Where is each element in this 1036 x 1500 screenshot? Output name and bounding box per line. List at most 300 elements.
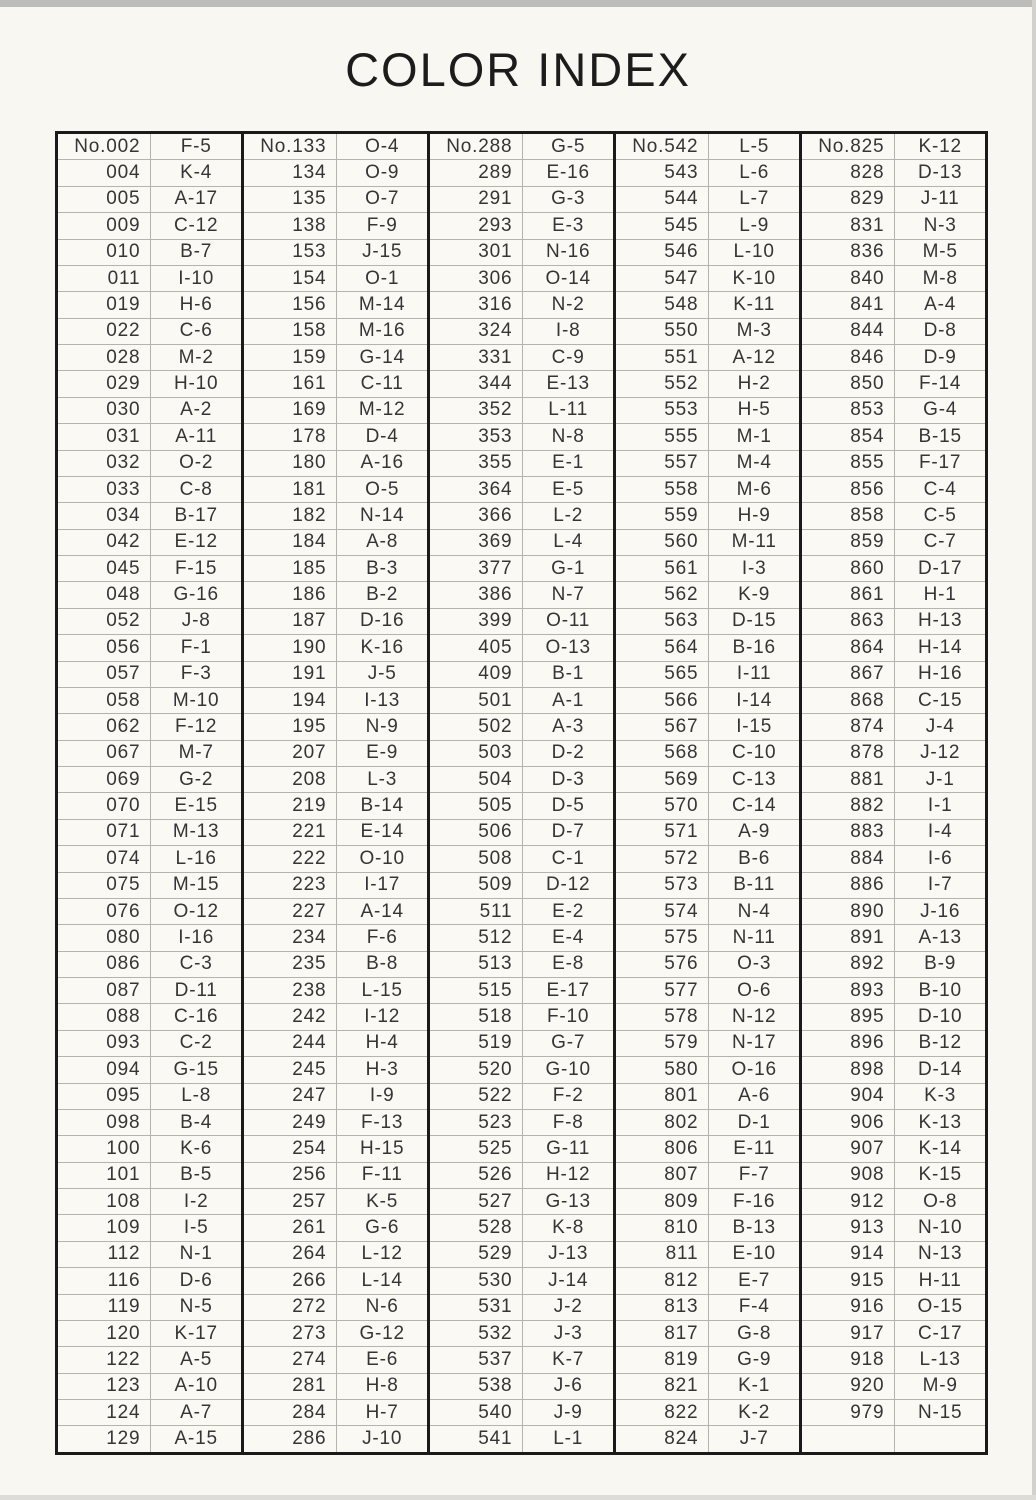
color-code-cell: B-15: [918, 425, 962, 447]
table-row: [802, 1373, 985, 1399]
color-number-cell: 067: [58, 741, 151, 766]
table-row: [58, 291, 241, 317]
color-code-cell: K-11: [733, 293, 776, 315]
table-row: [802, 555, 985, 581]
color-number-cell: 532: [430, 1321, 523, 1346]
color-code-cell: M-7: [178, 742, 214, 764]
table-row: [616, 1241, 799, 1267]
color-code-cell: L-7: [739, 188, 770, 210]
table-row: [430, 476, 613, 502]
color-number-cell: 273: [244, 1321, 337, 1346]
color-number-cell: 257: [244, 1189, 337, 1214]
color-code-cell: O-9: [365, 162, 400, 184]
color-number-cell: 052: [58, 609, 151, 634]
table-row: [616, 634, 799, 660]
table-row: [802, 529, 985, 555]
color-code-cell: O-3: [737, 953, 772, 975]
color-code-cell: B-13: [732, 1217, 776, 1239]
color-code-cell: L-12: [361, 1243, 403, 1265]
color-code-cell: K-14: [918, 1137, 962, 1159]
table-row: [802, 634, 985, 660]
table-row: [802, 713, 985, 739]
color-code-cell: G-1: [551, 557, 586, 579]
table-column-group: [241, 134, 427, 1452]
color-number-cell: 010: [58, 240, 151, 265]
table-row: [58, 1030, 241, 1056]
table-row: [616, 1346, 799, 1372]
color-code-cell: K-9: [738, 584, 771, 606]
color-code-cell: M-2: [178, 346, 214, 368]
color-code-cell: I-17: [364, 874, 401, 896]
color-number-cell: No.542: [616, 134, 709, 159]
color-code-cell: H-7: [365, 1401, 399, 1423]
color-code-cell: C-9: [551, 346, 585, 368]
color-number-cell: 045: [58, 556, 151, 581]
table-row: [430, 977, 613, 1003]
color-number-cell: 528: [430, 1215, 523, 1240]
color-number-cell: 538: [430, 1374, 523, 1399]
table-row: [244, 134, 427, 159]
table-row: [430, 555, 613, 581]
table-row: [244, 766, 427, 792]
color-code-cell: C-4: [923, 478, 957, 500]
table-row: [802, 1425, 985, 1451]
color-code-cell: H-9: [737, 504, 771, 526]
color-number-cell: 119: [58, 1295, 151, 1320]
table-row: [244, 872, 427, 898]
color-number-cell: 821: [616, 1374, 709, 1399]
color-code-cell: D-12: [545, 874, 591, 896]
color-code-cell: H-12: [545, 1164, 591, 1186]
table-row: [616, 766, 799, 792]
color-number-cell: 884: [802, 846, 895, 871]
table-row: [244, 1188, 427, 1214]
color-number-cell: 512: [430, 925, 523, 950]
color-code-cell: L-9: [739, 214, 770, 236]
color-number-cell: 573: [616, 873, 709, 898]
color-number-cell: 577: [616, 978, 709, 1003]
table-row: [58, 502, 241, 528]
color-number-cell: 543: [616, 160, 709, 185]
table-row: [244, 740, 427, 766]
color-number-cell: 031: [58, 424, 151, 449]
color-number-cell: 289: [430, 160, 523, 185]
color-number-cell: 520: [430, 1057, 523, 1082]
color-code-cell: M-16: [358, 320, 406, 342]
color-code-cell: F-9: [366, 214, 398, 236]
color-code-cell: H-10: [173, 373, 219, 395]
table-row: [802, 1083, 985, 1109]
color-code-cell: J-9: [553, 1401, 583, 1423]
table-row: [58, 134, 241, 159]
color-code-cell: F-13: [361, 1111, 404, 1133]
color-number-cell: 580: [616, 1057, 709, 1082]
table-row: [616, 687, 799, 713]
color-code-cell: N-10: [917, 1217, 963, 1239]
color-code-cell: E-10: [732, 1243, 776, 1265]
color-code-cell: F-10: [547, 1006, 590, 1028]
table-row: [616, 1083, 799, 1109]
color-code-cell: K-7: [552, 1348, 585, 1370]
table-row: [430, 1399, 613, 1425]
table-row: [802, 766, 985, 792]
color-code-cell: B-3: [366, 557, 399, 579]
color-number-cell: 564: [616, 635, 709, 660]
color-code-cell: A-4: [924, 293, 957, 315]
table-row: [616, 555, 799, 581]
color-number-cell: 178: [244, 424, 337, 449]
table-row: [802, 502, 985, 528]
table-row: [58, 845, 241, 871]
table-row: [802, 265, 985, 291]
table-row: [430, 713, 613, 739]
color-code-cell: J-3: [553, 1322, 583, 1344]
color-number-cell: 904: [802, 1084, 895, 1109]
color-code-cell: E-14: [360, 821, 404, 843]
color-code-cell: E-17: [546, 979, 590, 1001]
table-row: [58, 924, 241, 950]
color-code-cell: B-11: [733, 874, 776, 896]
scan-edge-right: [1032, 0, 1036, 1500]
color-code-cell: J-16: [920, 900, 961, 922]
color-number-cell: No.825: [802, 134, 895, 159]
color-number-cell: 108: [58, 1189, 151, 1214]
color-code-cell: J-2: [553, 1296, 583, 1318]
color-code-cell: K-10: [732, 267, 776, 289]
color-number-cell: 056: [58, 635, 151, 660]
color-code-cell: I-15: [736, 715, 773, 737]
table-row: [430, 1241, 613, 1267]
color-code-cell: G-13: [545, 1190, 591, 1212]
color-code-cell: G-3: [551, 188, 586, 210]
table-row: [616, 792, 799, 818]
table-row: [616, 502, 799, 528]
color-code-cell: G-9: [737, 1348, 772, 1370]
color-number-cell: 109: [58, 1215, 151, 1240]
table-row: [58, 713, 241, 739]
color-number-cell: 504: [430, 767, 523, 792]
color-number-cell: 846: [802, 345, 895, 370]
color-code-cell: G-15: [173, 1058, 219, 1080]
color-number-cell: 029: [58, 371, 151, 396]
color-code-cell: A-15: [174, 1428, 218, 1450]
color-number-cell: 829: [802, 187, 895, 212]
color-code-cell: G-6: [365, 1217, 400, 1239]
color-code-cell: D-10: [917, 1006, 963, 1028]
color-code-cell: C-1: [551, 847, 585, 869]
color-number-cell: 874: [802, 714, 895, 739]
table-row: [616, 1399, 799, 1425]
table-row: [58, 370, 241, 396]
color-number-cell: 005: [58, 187, 151, 212]
table-row: [58, 1188, 241, 1214]
color-code-cell: G-11: [546, 1137, 591, 1159]
table-row: [58, 186, 241, 212]
table-row: [58, 1056, 241, 1082]
table-row: [430, 397, 613, 423]
color-code-cell: C-17: [917, 1322, 963, 1344]
table-row: [802, 581, 985, 607]
table-row: [802, 1188, 985, 1214]
color-number-cell: 918: [802, 1347, 895, 1372]
color-number-cell: 567: [616, 714, 709, 739]
color-number-cell: 009: [58, 213, 151, 238]
color-number-cell: 355: [430, 451, 523, 476]
table-row: [244, 1346, 427, 1372]
color-number-cell: 541: [430, 1426, 523, 1451]
color-number-cell: No.288: [430, 134, 523, 159]
color-code-cell: A-12: [732, 346, 776, 368]
color-code-cell: K-3: [924, 1085, 957, 1107]
color-number-cell: 293: [430, 213, 523, 238]
color-number-cell: 353: [430, 424, 523, 449]
color-number-cell: 892: [802, 952, 895, 977]
color-number-cell: 112: [58, 1242, 151, 1267]
color-code-cell: G-5: [551, 135, 586, 157]
page-title: COLOR INDEX: [345, 43, 691, 96]
color-code-cell: M-10: [172, 689, 220, 711]
table-row: [244, 476, 427, 502]
color-number-cell: 048: [58, 582, 151, 607]
color-number-cell: 810: [616, 1215, 709, 1240]
table-row: [430, 212, 613, 238]
color-code-cell: A-2: [180, 399, 213, 421]
color-code-cell: J-1: [925, 768, 955, 790]
color-code-cell: G-8: [737, 1322, 772, 1344]
table-row: [244, 845, 427, 871]
table-row: [58, 1109, 241, 1135]
color-code-cell: K-15: [918, 1164, 962, 1186]
table-row: [58, 1135, 241, 1161]
color-number-cell: 032: [58, 451, 151, 476]
color-code-cell: I-10: [178, 267, 215, 289]
color-number-cell: 831: [802, 213, 895, 238]
table-column-group: [613, 134, 799, 1452]
color-code-cell: F-4: [738, 1296, 770, 1318]
color-number-cell: 868: [802, 688, 895, 713]
color-number-cell: [802, 1426, 895, 1451]
table-row: [802, 740, 985, 766]
color-number-cell: 822: [616, 1400, 709, 1425]
table-row: [430, 1294, 613, 1320]
color-number-cell: 522: [430, 1084, 523, 1109]
color-code-cell: K-6: [180, 1137, 213, 1159]
color-number-cell: 802: [616, 1110, 709, 1135]
color-code-cell: C-15: [917, 689, 963, 711]
table-row: [802, 370, 985, 396]
color-number-cell: 863: [802, 609, 895, 634]
color-code-cell: G-10: [545, 1058, 591, 1080]
color-number-cell: 284: [244, 1400, 337, 1425]
table-row: [58, 977, 241, 1003]
color-code-cell: G-16: [173, 584, 219, 606]
color-code-cell: M-13: [172, 821, 220, 843]
table-row: [244, 1241, 427, 1267]
table-row: [244, 159, 427, 185]
table-row: [58, 608, 241, 634]
table-row: [802, 450, 985, 476]
table-row: [616, 661, 799, 687]
color-number-cell: 571: [616, 820, 709, 845]
color-code-cell: A-5: [180, 1348, 213, 1370]
color-code-cell: I-14: [736, 689, 773, 711]
color-number-cell: 033: [58, 477, 151, 502]
color-number-cell: 135: [244, 187, 337, 212]
color-code-cell: B-12: [918, 1032, 962, 1054]
table-row: [616, 898, 799, 924]
color-code-cell: N-9: [365, 715, 399, 737]
table-row: [802, 1030, 985, 1056]
color-code-cell: E-9: [366, 742, 399, 764]
table-row: [244, 924, 427, 950]
color-code-cell: M-1: [736, 425, 772, 447]
table-row: [430, 318, 613, 344]
color-number-cell: 094: [58, 1057, 151, 1082]
color-number-cell: 540: [430, 1400, 523, 1425]
color-number-cell: 169: [244, 398, 337, 423]
color-code-cell: O-14: [545, 267, 591, 289]
table-row: [58, 951, 241, 977]
color-code-cell: M-6: [736, 478, 772, 500]
color-number-cell: 819: [616, 1347, 709, 1372]
table-row: [58, 898, 241, 924]
color-code-cell: C-14: [731, 795, 777, 817]
color-number-cell: 207: [244, 741, 337, 766]
color-number-cell: 555: [616, 424, 709, 449]
color-code-cell: N-14: [359, 504, 405, 526]
color-code-cell: B-4: [180, 1111, 213, 1133]
table-row: [58, 1083, 241, 1109]
color-code-cell: L-6: [739, 162, 770, 184]
color-code-cell: D-13: [917, 162, 963, 184]
table-row: [58, 1241, 241, 1267]
color-code-cell: O-11: [546, 610, 591, 632]
color-code-cell: N-5: [179, 1296, 213, 1318]
color-number-cell: 184: [244, 530, 337, 555]
color-code-cell: H-6: [179, 293, 213, 315]
color-code-cell: I-11: [736, 663, 772, 685]
color-code-cell: H-8: [365, 1375, 399, 1397]
color-number-cell: 369: [430, 530, 523, 555]
color-code-cell: I-1: [927, 795, 953, 817]
color-number-cell: 022: [58, 319, 151, 344]
color-code-cell: F-5: [180, 135, 212, 157]
table-row: [430, 898, 613, 924]
color-code-cell: A-8: [366, 531, 399, 553]
color-number-cell: 559: [616, 503, 709, 528]
color-number-cell: 545: [616, 213, 709, 238]
color-code-cell: J-13: [548, 1243, 589, 1265]
table-row: [802, 159, 985, 185]
color-number-cell: 254: [244, 1136, 337, 1161]
table-row: [58, 450, 241, 476]
color-number-cell: 057: [58, 662, 151, 687]
table-row: [58, 1373, 241, 1399]
table-row: [58, 397, 241, 423]
color-number-cell: 518: [430, 1004, 523, 1029]
color-code-cell: J-15: [362, 241, 403, 263]
table-row: [430, 845, 613, 871]
table-row: [616, 845, 799, 871]
color-code-cell: D-3: [551, 768, 585, 790]
table-row: [244, 239, 427, 265]
table-row: [802, 1399, 985, 1425]
color-code-cell: M-3: [736, 320, 772, 342]
color-code-cell: M-5: [922, 241, 958, 263]
color-number-cell: 076: [58, 899, 151, 924]
color-code-cell: O-6: [737, 979, 772, 1001]
table-row: [244, 212, 427, 238]
table-row: [244, 687, 427, 713]
color-number-cell: 034: [58, 503, 151, 528]
table-row: [58, 1320, 241, 1346]
table-row: [430, 1030, 613, 1056]
color-number-cell: 561: [616, 556, 709, 581]
color-number-cell: 544: [616, 187, 709, 212]
color-code-cell: E-7: [738, 1269, 771, 1291]
table-row: [616, 397, 799, 423]
table-row: [802, 1320, 985, 1346]
table-row: [802, 1056, 985, 1082]
color-code-cell: B-5: [180, 1164, 213, 1186]
color-number-cell: 883: [802, 820, 895, 845]
table-row: [58, 872, 241, 898]
color-number-cell: 219: [244, 793, 337, 818]
table-row: [58, 318, 241, 344]
color-code-cell: J-7: [739, 1428, 769, 1450]
table-row: [616, 581, 799, 607]
color-code-cell: F-7: [738, 1164, 770, 1186]
color-number-cell: 565: [616, 662, 709, 687]
color-number-cell: 154: [244, 266, 337, 291]
color-number-cell: 809: [616, 1189, 709, 1214]
color-code-cell: F-1: [180, 636, 212, 658]
color-code-cell: N-2: [551, 293, 585, 315]
table-row: [430, 819, 613, 845]
color-number-cell: 187: [244, 609, 337, 634]
table-row: [58, 661, 241, 687]
color-code-cell: K-16: [360, 636, 404, 658]
color-number-cell: 186: [244, 582, 337, 607]
color-number-cell: 185: [244, 556, 337, 581]
color-code-cell: F-11: [361, 1164, 403, 1186]
table-row: [58, 819, 241, 845]
color-number-cell: 316: [430, 292, 523, 317]
color-code-cell: A-16: [360, 452, 404, 474]
table-row: [802, 898, 985, 924]
table-row: [430, 872, 613, 898]
color-code-cell: K-2: [738, 1401, 771, 1423]
table-row: [430, 1346, 613, 1372]
color-number-cell: 519: [430, 1031, 523, 1056]
color-code-cell: K-1: [738, 1375, 771, 1397]
color-code-cell: D-14: [917, 1058, 963, 1080]
color-number-cell: 158: [244, 319, 337, 344]
color-number-cell: 100: [58, 1136, 151, 1161]
table-row: [244, 1109, 427, 1135]
color-code-cell: C-8: [179, 478, 213, 500]
color-number-cell: 116: [58, 1268, 151, 1293]
color-code-cell: E-16: [546, 162, 590, 184]
table-row: [616, 134, 799, 159]
table-row: [430, 1425, 613, 1451]
color-number-cell: 364: [430, 477, 523, 502]
color-number-cell: 244: [244, 1031, 337, 1056]
color-number-cell: 506: [430, 820, 523, 845]
color-code-cell: J-12: [920, 742, 961, 764]
color-number-cell: 194: [244, 688, 337, 713]
color-code-cell: O-5: [365, 478, 400, 500]
